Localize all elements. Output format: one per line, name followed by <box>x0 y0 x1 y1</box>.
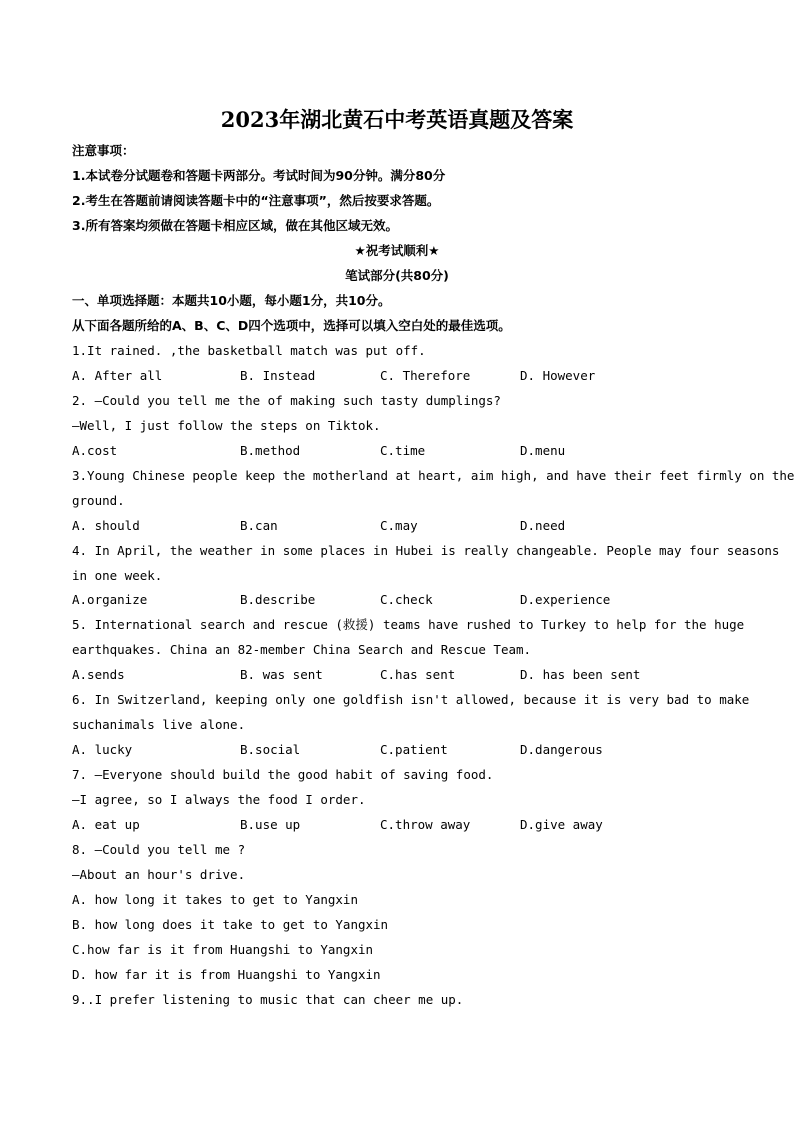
question-5-option-d: D. has been sent <box>520 667 641 682</box>
question-2-option-d: D.menu <box>520 443 566 458</box>
part1-instruction: 从下面各题所给的A、B、C、D四个选项中，选择可以填入空白处的最佳选项。 <box>72 318 511 333</box>
question-1-option-b: B. Instead <box>240 368 316 383</box>
question-7-option-a: A. eat up <box>72 817 140 832</box>
question-2-stem-line2: —Well, I just follow the steps on Tiktok. <box>72 418 381 433</box>
question-6-option-c: C.patient <box>380 742 448 757</box>
question-4-option-a: A.organize <box>72 592 148 607</box>
question-5-stem-line2: earthquakes. China an 82-member China Search and Rescue Team. <box>72 642 532 657</box>
question-5-option-b: B. was sent <box>240 667 323 682</box>
question-5-option-a: A.sends <box>72 667 125 682</box>
question-3-option-d: D.need <box>520 518 566 533</box>
question-9-stem: 9..I prefer listening to music that can cheer me up. <box>72 992 464 1007</box>
question-8-stem: 8. —Could you tell me ? <box>72 842 246 857</box>
question-6-stem-line2: suchanimals live alone. <box>72 717 246 732</box>
notice-item-3: 3.所有答案均须做在答题卡相应区域，做在其他区域无效。 <box>72 218 398 233</box>
question-5-stem: 5. International search and rescue (救援) teams have rushed to Turkey to help for the huge <box>72 617 745 632</box>
question-7-option-c: C.throw away <box>380 817 471 832</box>
blessing: ★祝考试顺利★ <box>354 243 440 258</box>
question-2-option-a: A.cost <box>72 443 118 458</box>
question-5-option-c: C.has sent <box>380 667 456 682</box>
question-2-option-b: B.method <box>240 443 301 458</box>
question-4-stem-line2: in one week. <box>72 568 163 583</box>
question-4-stem: 4. In April, the weather in some places in Hubei is really changeable. People may four seasons <box>72 543 780 558</box>
question-7-stem: 7. —Everyone should build the good habit of saving food. <box>72 767 494 782</box>
part1-heading: 一、单项选择题：本题共10小题，每小题1分，共10分。 <box>72 293 391 308</box>
question-6-stem: 6. In Switzerland, keeping only one goldfish isn't allowed, because it is very bad to make <box>72 692 750 707</box>
question-3-option-a: A. should <box>72 518 140 533</box>
notice-item-1: 1.本试卷分试题卷和答题卡两部分。考试时间为90分钟。满分80分 <box>72 168 446 183</box>
question-7-stem-line2: —I agree, so I always the food I order. <box>72 792 366 807</box>
question-1-option-c: C. Therefore <box>380 368 471 383</box>
question-8-stem-line2: —About an hour's drive. <box>72 867 246 882</box>
question-1-option-d: D. However <box>520 368 596 383</box>
question-6-option-b: B.social <box>240 742 301 757</box>
question-1-stem: 1.It rained. ,the basketball match was put off. <box>72 343 426 358</box>
question-6-option-a: A. lucky <box>72 742 133 757</box>
question-1-option-a: A. After all <box>72 368 163 383</box>
question-3-option-b: B.can <box>240 518 278 533</box>
question-8-option-a: A. how long it takes to get to Yangxin <box>72 892 358 907</box>
page-title: 2023年湖北黄石中考英语真题及答案 <box>220 107 574 132</box>
question-4-option-d: D.experience <box>520 592 611 607</box>
question-8-option-d: D. how far it is from Huangshi to Yangxin <box>72 967 381 982</box>
question-2-option-c: C.time <box>380 443 426 458</box>
question-7-option-d: D.give away <box>520 817 603 832</box>
question-4-option-c: C.check <box>380 592 433 607</box>
question-8-option-c: C.how far is it from Huangshi to Yangxin <box>72 942 374 957</box>
question-3-option-c: C.may <box>380 518 418 533</box>
notice-item-2: 2.考生在答题前请阅读答题卡中的“注意事项”，然后按要求答题。 <box>72 193 440 208</box>
question-2-stem: 2. —Could you tell me the of making such tasty dumplings? <box>72 393 501 408</box>
question-7-option-b: B.use up <box>240 817 301 832</box>
question-8-option-b: B. how long does it take to get to Yangxin <box>72 917 389 932</box>
question-4-option-b: B.describe <box>240 592 316 607</box>
notice-heading: 注意事项： <box>72 143 135 158</box>
question-3-stem: 3.Young Chinese people keep the motherland at heart, aim high, and have their feet firmly on the <box>72 468 794 483</box>
question-3-stem-line2: ground. <box>72 493 125 508</box>
question-6-option-d: D.dangerous <box>520 742 603 757</box>
section-title: 笔试部分(共80分) <box>345 268 449 283</box>
